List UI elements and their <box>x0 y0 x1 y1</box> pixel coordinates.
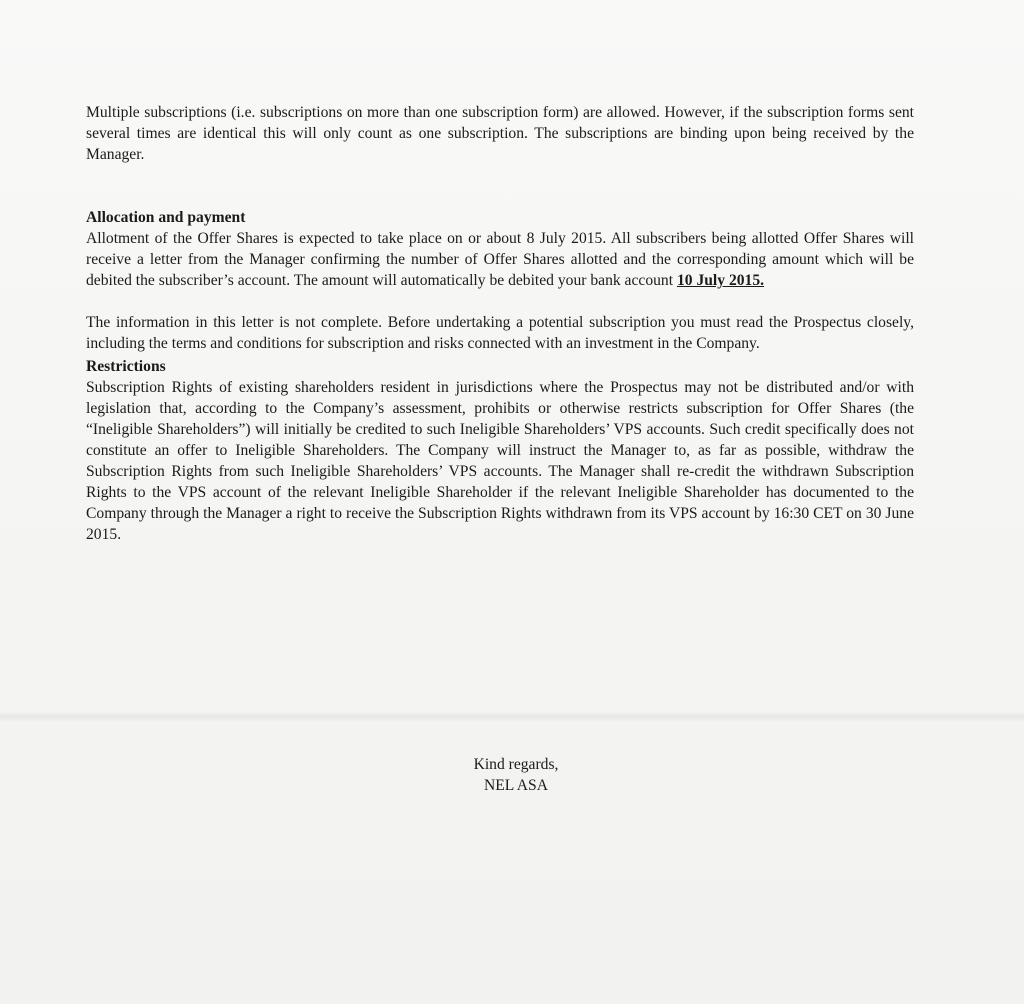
intro-paragraph: Multiple subscriptions (i.e. subscriptions on more than one subscription form) are allowed. However, if the subscription forms sent several times are identical this will only count as one subscription. The subscriptions are binding upon being received by the Manager. <box>86 104 914 163</box>
notice-paragraph: The information in this letter is not complete. Before undertaking a potential subscription you must read the Prospectus closely, including the terms and conditions for subscription and risks connected with an investment in the Company. <box>86 314 914 352</box>
allocation-text: Allotment of the Offer Shares is expected to take place on or about 8 July 2015. All subscribers being allotted Offer Shares will receive a letter from the Manager confirming the number of Offer Shares allotted and the corresponding amount which will be debited the subscriber’s account. The amount will automatically be debited your bank account <box>86 230 914 289</box>
salutation: Kind regards, <box>473 756 559 773</box>
letter-body <box>86 102 914 545</box>
closing-block <box>0 754 1024 796</box>
debit-date: 10 July 2015. <box>676 272 765 289</box>
paper-fold <box>0 712 1024 722</box>
restrictions-heading: Restrictions <box>86 358 166 375</box>
signatory: NEL ASA <box>484 777 548 794</box>
allocation-heading: Allocation and payment <box>86 209 246 226</box>
restrictions-paragraph: Subscription Rights of existing shareholders resident in jurisdictions where the Prospectus may not be distributed and/or with legislation that, according to the Company’s assessment, prohibits or otherwise restricts subscription for Offer Shares (the “Ineligible Shareholders”) will initially be credited to such Ineligible Shareholders’ VPS accounts. Such credit specifically does not constitute an offer to Ineligible Shareholders. The Company will instruct the Manager to, as far as possible, withdraw the Subscription Rights from such Ineligible Shareholders’ VPS accounts. The Manager shall re-credit the withdrawn Subscription Rights to the VPS account of the relevant Ineligible Shareholder if the relevant Ineligible Shareholder has documented to the Company through the Manager a right to receive the Subscription Rights withdrawn from its VPS account by 16:30 CET on 30 June 2015. <box>86 379 914 543</box>
allocation-paragraph <box>86 228 914 291</box>
